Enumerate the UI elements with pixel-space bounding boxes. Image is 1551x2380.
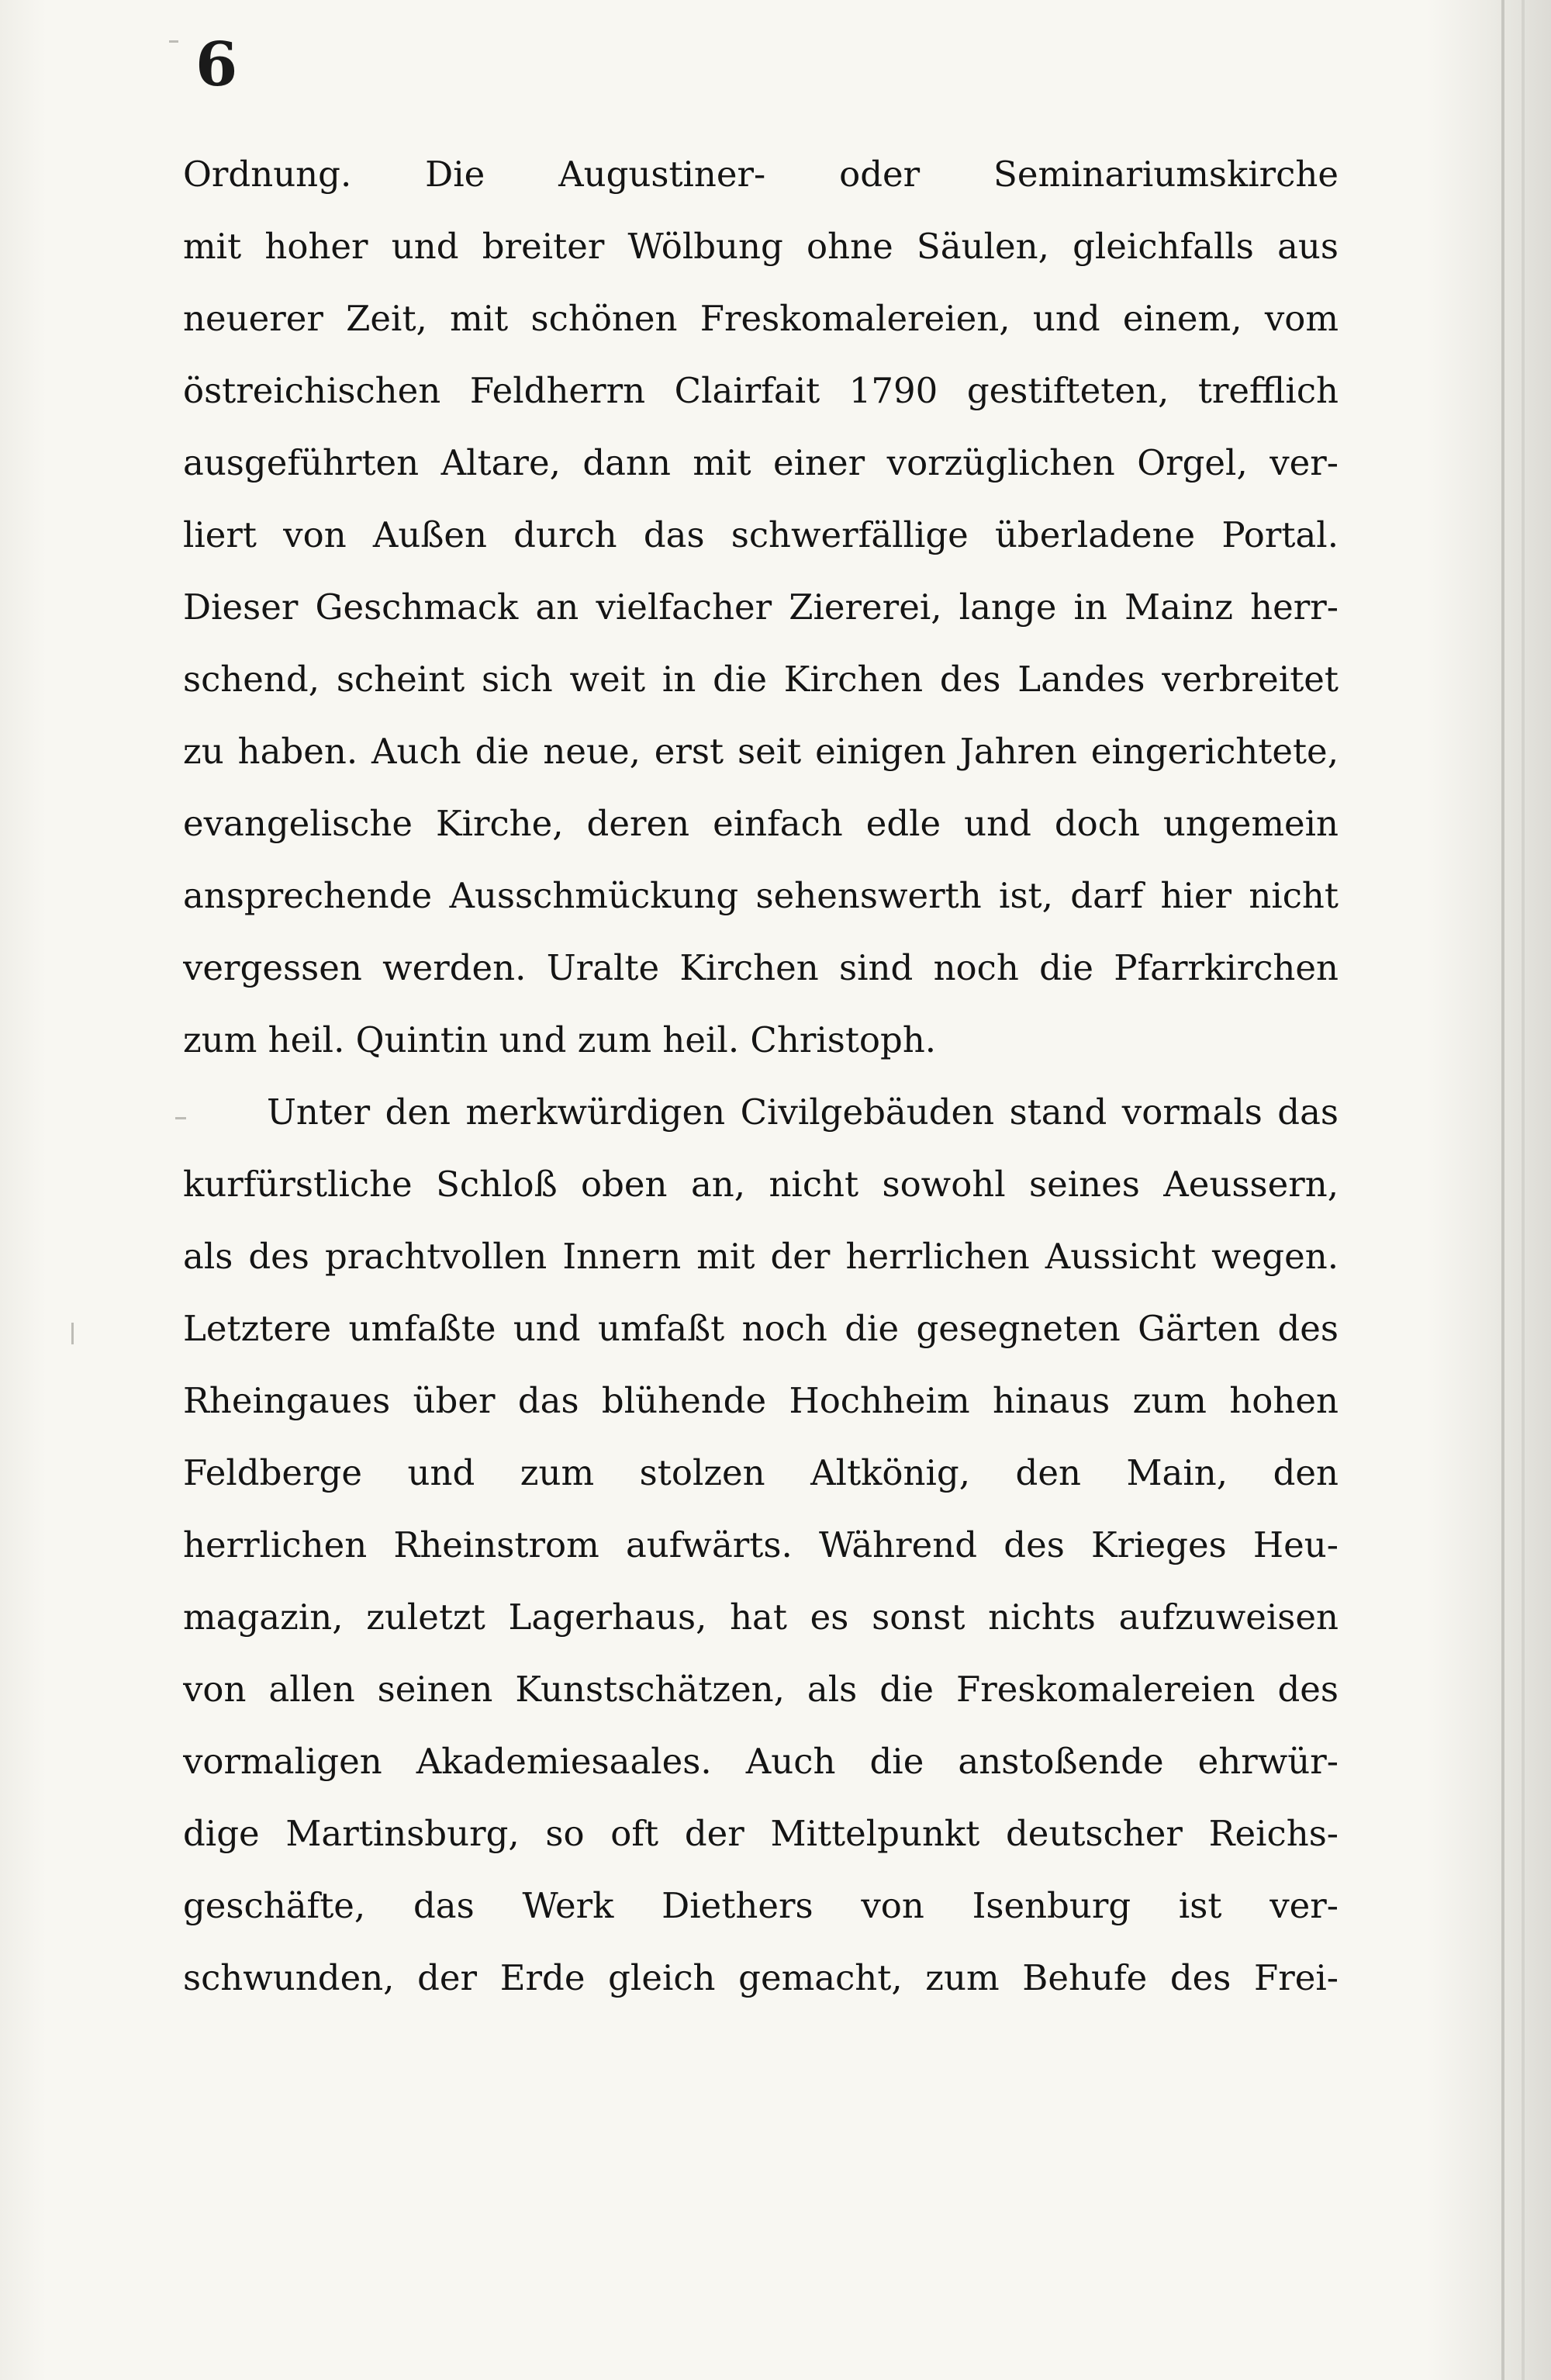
text-line: östreichischen Feldherrn Clairfait 1790 gestifteten, trefflich bbox=[183, 370, 1339, 411]
text-line: ansprechende Ausschmückung sehenswerth ist, darf hier nicht bbox=[183, 875, 1339, 916]
text-line: zu haben. Auch die neue, erst seit einigen Jahren eingerichtete, bbox=[183, 731, 1339, 772]
text-line: neuerer Zeit, mit schönen Freskomalereien, und einem, vom bbox=[183, 298, 1339, 339]
text-line: kurfürstliche Schloß oben an, nicht sowohl seines Aeussern, bbox=[183, 1164, 1339, 1205]
margin-mark bbox=[169, 40, 178, 43]
text-line: schwunden, der Erde gleich gemacht, zum Behufe des Frei- bbox=[183, 1957, 1339, 1998]
text-line: evangelische Kirche, deren einfach edle und doch ungemein bbox=[183, 803, 1339, 844]
text-line: magazin, zuletzt Lagerhaus, hat es sonst nichts aufzuweisen bbox=[183, 1596, 1339, 1638]
text-line: liert von Außen durch das schwerfällige überladene Portal. bbox=[183, 514, 1339, 555]
text-line: schend, scheint sich weit in die Kirchen des Landes verbreitet bbox=[183, 659, 1339, 700]
text-line: Rheingaues über das blühende Hochheim hinaus zum hohen bbox=[183, 1380, 1339, 1421]
page-edge-line bbox=[1522, 0, 1525, 2380]
page-number: 6 bbox=[195, 29, 238, 100]
text-line: als des prachtvollen Innern mit der herrlichen Aussicht wegen. bbox=[183, 1236, 1339, 1277]
text-line: Letztere umfaßte und umfaßt noch die gesegneten Gärten des bbox=[183, 1308, 1339, 1349]
text-line: ausgeführten Altare, dann mit einer vorzüglichen Orgel, ver- bbox=[183, 442, 1339, 483]
text-line: geschäfte, das Werk Diethers von Isenburg ist ver- bbox=[183, 1885, 1339, 1926]
text-line: Feldberge und zum stolzen Altkönig, den Main, den bbox=[183, 1452, 1339, 1493]
text-line: Ordnung. Die Augustiner- oder Seminariumskirche bbox=[183, 154, 1339, 195]
text-line: Unter den merkwürdigen Civilgebäuden stand vormals das bbox=[267, 1091, 1339, 1133]
page-edge-line bbox=[1501, 0, 1504, 2380]
margin-mark bbox=[71, 1323, 74, 1344]
body-text bbox=[183, 138, 1339, 2014]
text-line: zum heil. Quintin und zum heil. Christoph. bbox=[183, 1019, 937, 1060]
text-line: von allen seinen Kunstschätzen, als die Freskomalereien des bbox=[183, 1669, 1339, 1710]
text-line: herrlichen Rheinstrom aufwärts. Während des Krieges Heu- bbox=[183, 1524, 1339, 1565]
text-line: vormaligen Akademiesaales. Auch die anstoßende ehrwür- bbox=[183, 1741, 1339, 1782]
text-line: mit hoher und breiter Wölbung ohne Säulen, gleichfalls aus bbox=[183, 226, 1339, 267]
text-line: vergessen werden. Uralte Kirchen sind noch die Pfarrkirchen bbox=[183, 947, 1339, 988]
text-line: Dieser Geschmack an vielfacher Ziererei, lange in Mainz herr- bbox=[183, 586, 1339, 628]
text-line: dige Martinsburg, so oft der Mittelpunkt deutscher Reichs- bbox=[183, 1813, 1339, 1854]
